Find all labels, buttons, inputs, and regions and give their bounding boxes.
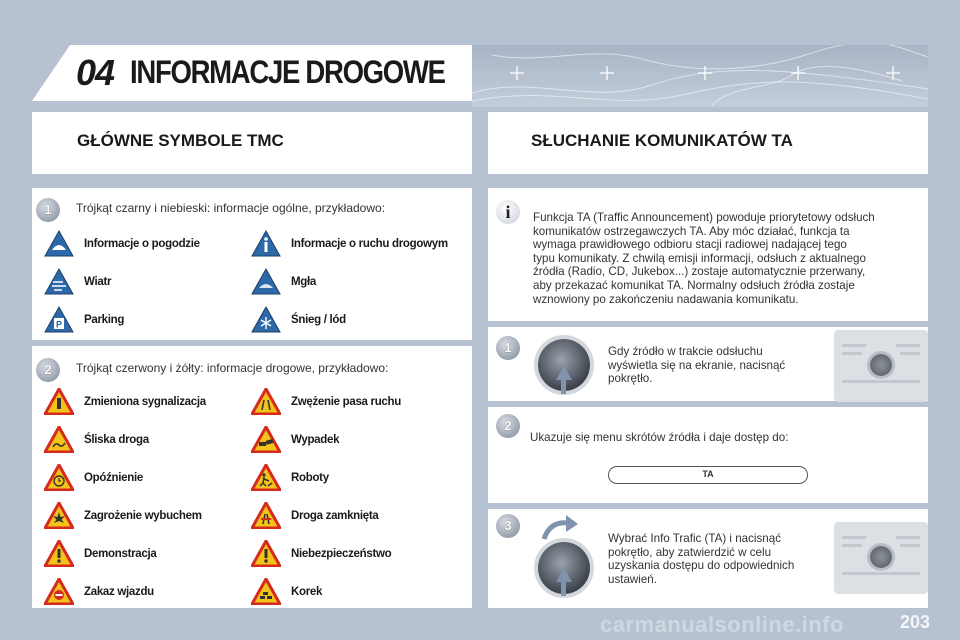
no-entry-icon	[44, 578, 74, 605]
symbol-explosion	[44, 502, 202, 529]
chapter-number: 04	[76, 52, 115, 93]
traffic-info-icon	[251, 230, 281, 257]
step2-text: Ukazuje się menu skrótów źródła i daje dostęp do:	[530, 431, 789, 444]
ta-menu-item[interactable]: TA	[608, 466, 808, 484]
symbol-no-entry	[44, 578, 154, 605]
danger-icon	[251, 540, 281, 567]
fog-icon	[251, 268, 281, 295]
roadworks-icon	[251, 464, 281, 491]
symbol-label: Niebezpieczeństwo	[291, 547, 392, 560]
text-line: wyświetla się na ekranie, nacisnąć	[608, 358, 786, 372]
symbol-weather	[44, 230, 200, 257]
radio-panel-illustration	[834, 522, 928, 594]
symbol-label: Mgła	[291, 275, 316, 288]
step1-text	[608, 345, 785, 386]
narrowing-icon	[251, 388, 281, 415]
symbol-accident	[251, 426, 339, 453]
symbol-label: Wiatr	[84, 275, 112, 288]
left-section-title: GŁÓWNE SYMBOLE TMC	[77, 131, 284, 150]
rotate-arrow-icon	[540, 515, 580, 543]
symbol-label: Parking	[84, 313, 125, 326]
step3-text	[608, 532, 794, 586]
text-line: źródła (Radio, CD, Jukebox...) zostaje automatycznie przerwany,	[533, 265, 866, 279]
symbol-danger	[251, 540, 391, 567]
text-line: Gdy źródło w trakcie odsłuchu	[608, 345, 763, 358]
symbol-narrowing	[251, 388, 401, 415]
ta-info-text	[533, 211, 875, 306]
radio-knob-icon	[870, 546, 892, 568]
step-badge: 1	[496, 336, 520, 360]
symbol-roadworks	[251, 464, 329, 491]
step2-panel	[488, 407, 928, 503]
step-badge: 3	[496, 514, 520, 538]
text-line: Wybrać Info Trafic (TA) i nacisnąć	[608, 532, 781, 545]
step-badge: 2	[36, 358, 60, 382]
delay-icon	[44, 464, 74, 491]
traffic-jam-icon	[251, 578, 281, 605]
symbol-label: Śliska droga	[84, 433, 149, 446]
weather-icon	[44, 230, 74, 257]
symbol-label: Roboty	[291, 471, 329, 484]
svg-text:P: P	[55, 319, 63, 330]
press-arrow-icon	[561, 378, 566, 394]
block2-lead: Trójkąt czerwony i żółty: informacje drogowe, przykładowo:	[76, 361, 389, 375]
explosion-icon	[44, 502, 74, 529]
symbol-label: Droga zamknięta	[291, 509, 379, 522]
step-badge: 2	[496, 414, 520, 438]
symbol-label: Informacje o ruchu drogowym	[291, 237, 448, 250]
symbol-label: Informacje o pogodzie	[84, 237, 200, 250]
symbol-label: Korek	[291, 585, 323, 598]
symbol-parking	[44, 306, 124, 333]
text-line: typu komunikaty. Z chwilą emisji informacji, odsłuch z aktualnego	[533, 251, 866, 265]
slippery-road-icon	[44, 426, 74, 453]
text-line: pokrętło, aby zatwierdzić w celu	[608, 545, 772, 559]
info-icon: i	[496, 200, 520, 224]
symbol-label: Zwężenie pasa ruchu	[291, 395, 401, 408]
symbol-label: Zmieniona sygnalizacja	[84, 395, 206, 408]
block1-lead: Trójkąt czarny i niebieski: informacje ogólne, przykładowo:	[76, 201, 386, 215]
text-line: aby przekazać komunikat TA. Normalny odsłuch źródła zostaje	[533, 278, 855, 292]
page-number: 203	[900, 612, 931, 632]
radio-knob-icon	[870, 354, 892, 376]
header-map-decoration	[472, 45, 928, 107]
symbol-fog	[251, 268, 316, 295]
wind-icon	[44, 268, 74, 295]
text-line: komunikatów ostrzegawczych TA. Aby móc działać, funkcja ta	[533, 224, 850, 238]
road-closed-icon	[251, 502, 281, 529]
signals-icon	[44, 388, 74, 415]
text-line: pokrętło.	[608, 372, 653, 386]
text-line: uzyskania dostępu do odpowiednich	[608, 559, 795, 573]
symbol-label: Opóźnienie	[84, 471, 143, 484]
symbol-traffic-jam	[251, 578, 322, 605]
accident-icon	[251, 426, 281, 453]
chapter-title: INFORMACJE DROGOWE	[130, 54, 445, 90]
press-arrow-icon	[561, 580, 566, 596]
right-section-title: SŁUCHANIE KOMUNIKATÓW TA	[531, 131, 793, 150]
symbol-label: Demonstracja	[84, 547, 157, 560]
symbol-traffic-info	[251, 230, 448, 257]
symbol-snow	[251, 306, 346, 333]
symbol-signals	[44, 388, 206, 415]
text-line: Funkcja TA (Traffic Announcement) powoduje priorytetowy odsłuch	[533, 211, 875, 224]
symbol-label: Zagrożenie wybuchem	[84, 509, 202, 522]
symbol-road-closed	[251, 502, 379, 529]
radio-panel-illustration	[834, 330, 928, 402]
symbol-demonstration	[44, 540, 156, 567]
symbol-wind	[44, 268, 111, 295]
watermark: carmanualsonline.info	[600, 612, 844, 637]
snow-icon	[251, 306, 281, 333]
text-line: wznowiony po zakończeniu nadawania komunikatu.	[533, 292, 799, 306]
symbol-label: Wypadek	[291, 433, 340, 446]
press-arrow-head	[556, 568, 572, 582]
symbol-label: Zakaz wjazdu	[84, 585, 154, 598]
symbol-slippery	[44, 426, 149, 453]
press-arrow-head	[556, 366, 572, 380]
demonstration-icon	[44, 540, 74, 567]
text-line: wymaga prawidłowego odbioru stacji radiowej nadającej tego	[533, 238, 847, 252]
symbol-label: Śnieg / lód	[291, 313, 346, 326]
header-corner	[32, 45, 70, 101]
parking-icon	[44, 306, 74, 333]
step-badge: 1	[36, 198, 60, 222]
symbol-delay	[44, 464, 143, 491]
text-line: ustawień.	[608, 572, 657, 586]
